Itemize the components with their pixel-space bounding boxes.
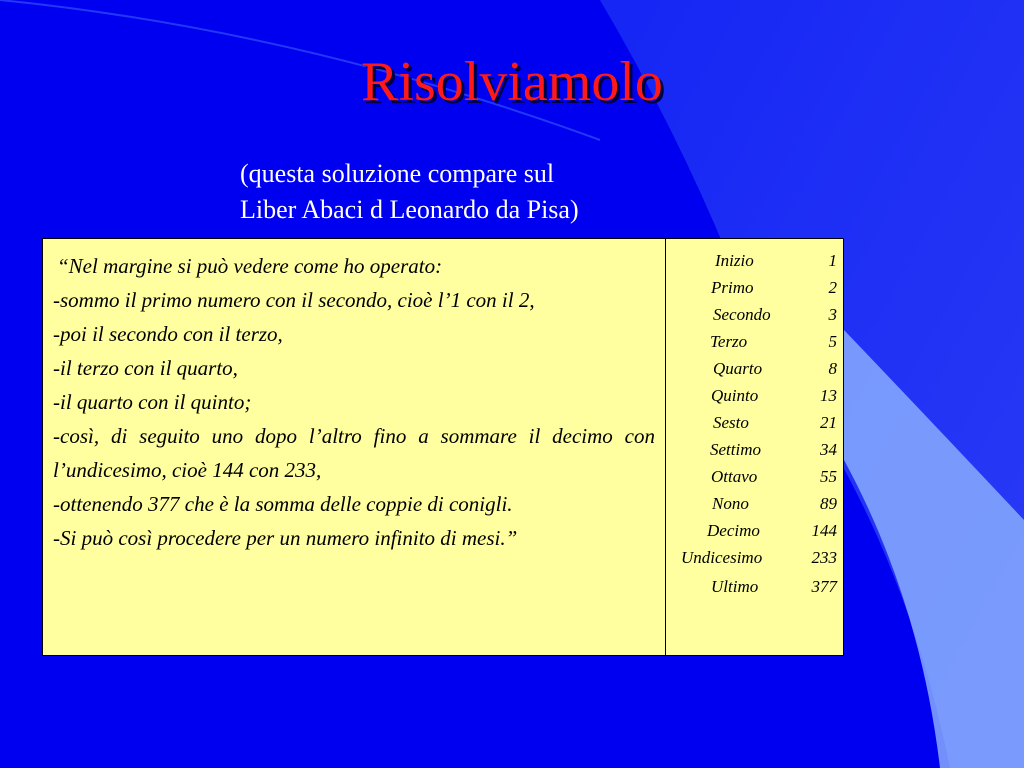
- month-name: Secondo: [713, 305, 771, 324]
- month-name: Inizio: [715, 251, 754, 270]
- month-value: 5: [828, 332, 837, 351]
- quote-line: -così, di seguito uno dopo l’altro fino a sommare il decimo con l’undicesimo, cioè 144 con 233,: [53, 424, 655, 482]
- month-row: [679, 544, 837, 573]
- dash-marker: -: [53, 288, 60, 312]
- month-name: Sesto: [713, 413, 749, 432]
- month-name: Quarto: [713, 359, 763, 378]
- month-value: 2: [828, 278, 837, 297]
- dash-marker: -: [53, 492, 60, 516]
- month-value: 55: [820, 467, 837, 486]
- month-row: [679, 436, 837, 463]
- month-row: [679, 409, 837, 436]
- month-value: 233: [811, 548, 837, 567]
- month-value: 3: [828, 305, 837, 324]
- month-row: [679, 274, 837, 301]
- month-name: Primo: [711, 278, 754, 297]
- column-divider: [665, 239, 666, 655]
- quote-text: [53, 249, 655, 555]
- month-name: Nono: [712, 494, 749, 513]
- quote-line: -Si può così procedere per un numero infinito di mesi.”: [53, 526, 518, 550]
- month-value: 34: [820, 440, 837, 459]
- month-value: 144: [811, 521, 837, 540]
- month-row: [679, 328, 837, 355]
- dash-marker: -: [53, 526, 60, 550]
- month-row: [679, 382, 837, 409]
- month-value: 377: [811, 577, 837, 596]
- month-row: [679, 463, 837, 490]
- quote-line: -il terzo con il quarto,: [53, 356, 238, 380]
- month-name: Decimo: [707, 521, 760, 540]
- slide-subtitle: [240, 156, 579, 228]
- month-name: Ultimo: [711, 577, 759, 596]
- month-row: [679, 355, 837, 382]
- quote-line: “Nel margine si può vedere come ho operato:: [57, 254, 443, 278]
- month-name: Settimo: [710, 440, 761, 459]
- dash-marker: -: [53, 390, 60, 414]
- quote-line: -poi il secondo con il terzo,: [53, 322, 283, 346]
- month-value: 1: [828, 251, 837, 270]
- month-value: 21: [820, 413, 837, 432]
- content-panel: [42, 238, 844, 656]
- month-row: [679, 573, 837, 600]
- dash-marker: -: [53, 322, 60, 346]
- month-list: [679, 247, 837, 600]
- slide-title: Risolviamolo: [361, 51, 663, 113]
- month-value: 89: [820, 494, 837, 513]
- month-name: Terzo: [710, 332, 748, 351]
- subtitle-line-1: (questa soluzione compare sul: [240, 159, 555, 188]
- month-row: [679, 247, 837, 274]
- dash-marker: -: [53, 424, 60, 448]
- month-value: 13: [820, 386, 837, 405]
- month-row: [679, 490, 837, 517]
- month-value: 8: [828, 359, 837, 378]
- dash-marker: -: [53, 356, 60, 380]
- subtitle-line-2: Liber Abaci d Leonardo da Pisa): [240, 195, 579, 224]
- quote-line: -sommo il primo numero con il secondo, cioè l’1 con il 2,: [53, 288, 535, 312]
- month-row: [679, 517, 837, 544]
- quote-line: -il quarto con il quinto;: [53, 390, 252, 414]
- quote-line: -ottenendo 377 che è la somma delle coppie di conigli.: [53, 492, 513, 516]
- month-name: Undicesimo: [681, 548, 763, 567]
- month-name: Ottavo: [711, 467, 758, 486]
- month-row: [679, 301, 837, 328]
- month-name: Quinto: [711, 386, 759, 405]
